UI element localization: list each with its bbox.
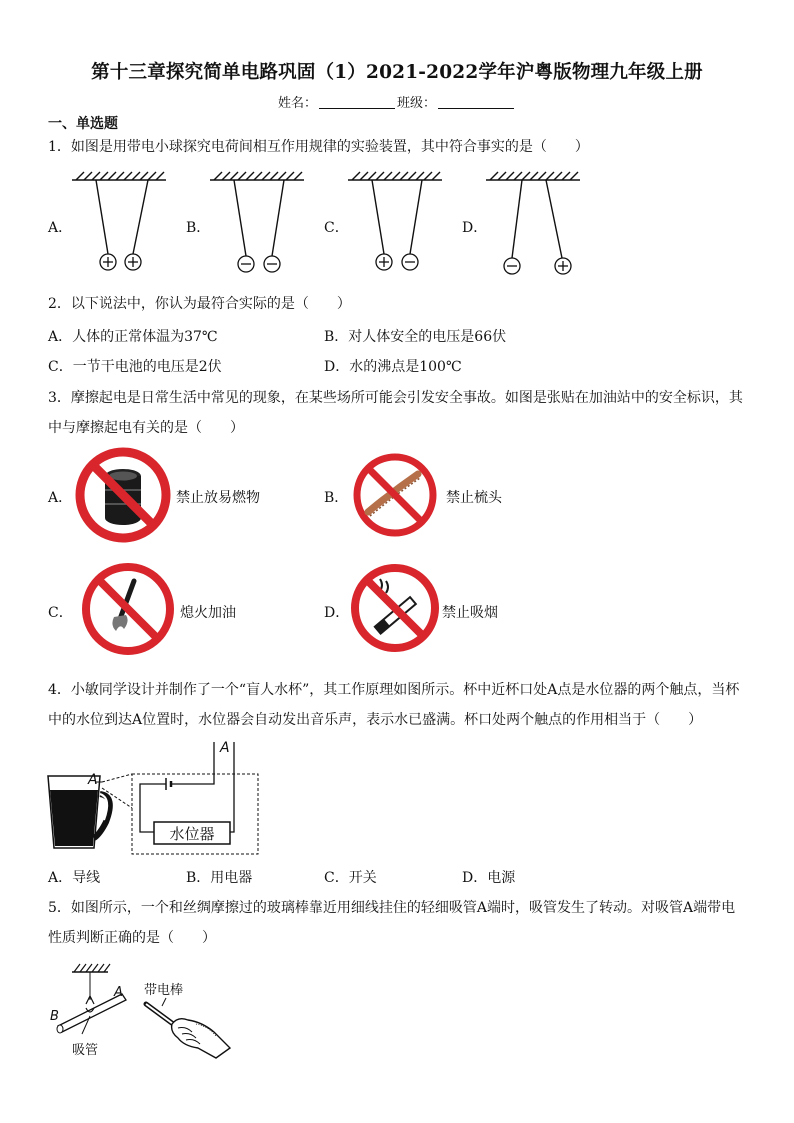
question-1-text: 1．如图是用带电小球探究电荷间相互作用规律的实验装置，其中符合事实的是（ ）	[48, 139, 589, 155]
q2-option-a: A．人体的正常体温为37℃	[48, 329, 218, 345]
page-title: 第十三章探究简单电路巩固（1）2021-2022学年沪粤版物理九年级上册	[91, 62, 703, 83]
q4-option-a: A．导线	[48, 870, 101, 886]
figure-point-a-cup: A	[88, 772, 98, 788]
q2-option-c: C．一节干电池的电压是2伏	[48, 359, 222, 375]
charged-rod-label: 带电棒	[144, 983, 184, 998]
sign-b-label: 禁止梳头	[446, 490, 502, 506]
class-blank	[438, 108, 514, 109]
straw-charged-rod-figure	[46, 960, 236, 1060]
name-class-line	[0, 92, 794, 111]
question-3-line-2: 中与摩擦起电有关的是（ ）	[48, 420, 244, 436]
water-level-device-label: 水位器	[169, 825, 215, 843]
sign-c-label: 熄火加油	[180, 605, 236, 621]
q1-figure-a	[68, 166, 178, 276]
name-label: 姓名：	[277, 96, 317, 111]
engine-off-sign-icon	[80, 561, 176, 657]
straw-end-a-label: A	[114, 985, 123, 1000]
question-2-text: 2．以下说法中，你认为最符合实际的是（ ）	[48, 296, 351, 312]
q4-option-b: B．用电器	[186, 870, 253, 886]
section-heading: 一、单选题	[48, 116, 118, 132]
q4-option-c: C．开关	[324, 870, 377, 886]
q1-figure-d	[482, 166, 602, 276]
straw-label: 吸管	[72, 1043, 99, 1058]
q3-option-d-label: D．	[324, 605, 350, 621]
question-4-line-1: 4．小敏同学设计并制作了一个“盲人水杯”，其工作原理如图所示。杯中近杯口处A点是水位器的两个触点，当杯	[48, 682, 740, 698]
q1-option-d-label: D．	[462, 220, 488, 236]
question-5-line-1: 5．如图所示，一个和丝绸摩擦过的玻璃棒靠近用细线挂住的轻细吸管A端时，吸管发生了转动。对吸管A端带电	[48, 900, 736, 916]
no-combing-sign-icon	[352, 452, 438, 538]
q4-option-d: D．电源	[462, 870, 516, 886]
name-blank	[319, 108, 395, 109]
question-3-line-1: 3．摩擦起电是日常生活中常见的现象，在某些场所可能会引发安全事故。如图是张贴在加油站中的安全标识，其	[48, 390, 743, 406]
q1-option-b-label: B．	[186, 220, 211, 236]
q2-option-b: B．对人体安全的电压是66伏	[324, 329, 507, 345]
question-5-line-2: 性质判断正确的是（ ）	[48, 930, 216, 946]
sign-a-label: 禁止放易燃物	[176, 490, 260, 506]
question-4-line-2: 中的水位到达A位置时，水位器会自动发出音乐声，表示水已盛满。杯口处两个触点的作用相当于（ ）	[48, 712, 703, 728]
q3-option-c-label: C．	[48, 605, 73, 621]
straw-end-b-label: B	[50, 1009, 59, 1024]
class-label: 班级：	[397, 96, 437, 111]
q1-figure-b	[206, 166, 316, 276]
q3-option-a-label: A．	[48, 490, 73, 506]
figure-point-a-top: A	[220, 740, 230, 756]
q3-option-b-label: B．	[324, 490, 349, 506]
no-smoking-sign-icon	[350, 563, 440, 653]
q1-figure-c	[344, 166, 454, 276]
water-cup-circuit-figure	[44, 738, 264, 858]
sign-d-label: 禁止吸烟	[442, 605, 498, 621]
q2-option-d: D．水的沸点是100℃	[324, 359, 462, 375]
q1-option-c-label: C．	[324, 220, 349, 236]
q1-option-a-label: A．	[48, 220, 73, 236]
no-flammables-sign-icon	[74, 446, 172, 544]
